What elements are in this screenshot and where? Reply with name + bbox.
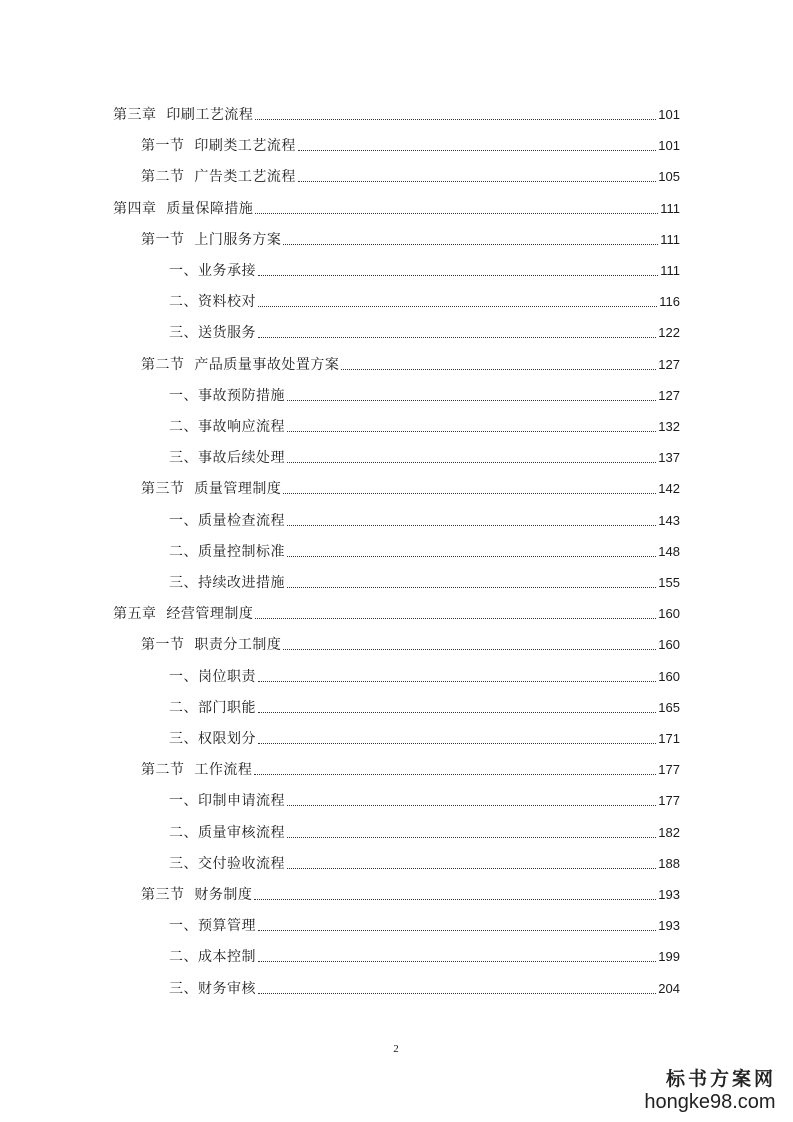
toc-entry-label: 二、事故响应流程 [169, 419, 285, 435]
toc-entry-page: 101 [658, 107, 680, 122]
toc-entry-label: 第二节 广告类工艺流程 [141, 169, 296, 186]
toc-entry-page: 182 [658, 824, 680, 840]
toc-entry-label: 二、部门职能 [169, 699, 256, 716]
toc-entry-page: 160 [658, 606, 680, 622]
toc-entry-label: 第三章 印刷工艺流程 [113, 107, 254, 123]
toc-entry-page: 143 [658, 512, 680, 528]
toc-entry-label: 第四章 质量保障措施 [113, 200, 254, 217]
toc-entry[interactable] [169, 974, 680, 998]
toc-dot-leader [255, 213, 658, 214]
toc-dot-leader [258, 712, 656, 713]
toc-entry-page: 148 [658, 543, 680, 559]
toc-entry[interactable] [141, 225, 680, 249]
toc-dot-leader [258, 993, 656, 994]
toc-entry[interactable] [169, 537, 680, 561]
toc-entry[interactable] [169, 568, 680, 592]
toc-dot-leader [254, 899, 656, 900]
toc-dot-leader [287, 556, 656, 557]
toc-entry[interactable] [169, 724, 680, 748]
toc-entry-page: 193 [658, 887, 680, 902]
toc-entry-label: 二、成本控制 [169, 949, 256, 966]
toc-dot-leader [254, 774, 656, 775]
toc-entry[interactable] [169, 318, 680, 342]
toc-entry[interactable] [169, 786, 680, 810]
toc-dot-leader [298, 181, 656, 182]
toc-entry-label: 三、送货服务 [169, 325, 256, 342]
toc-entry[interactable] [169, 287, 680, 311]
toc-entry-label: 一、业务承接 [169, 263, 256, 279]
toc-entry-label: 三、财务审核 [169, 980, 256, 997]
toc-entry-label: 三、权限划分 [169, 731, 256, 747]
toc-dot-leader [258, 275, 658, 276]
toc-entry[interactable] [169, 412, 680, 436]
toc-entry[interactable] [141, 755, 680, 779]
toc-entry[interactable] [169, 662, 680, 686]
toc-dot-leader [258, 930, 656, 931]
toc-dot-leader [287, 805, 656, 806]
toc-dot-leader [341, 369, 656, 370]
toc-entry[interactable] [169, 381, 680, 405]
toc-entry-label: 第一节 上门服务方案 [141, 231, 282, 248]
toc-entry[interactable] [113, 194, 680, 218]
toc-entry-page: 199 [658, 949, 680, 965]
toc-dot-leader [258, 337, 656, 338]
toc-entry-page: 171 [658, 731, 680, 746]
toc-entry-label: 第二节 工作流程 [141, 762, 253, 779]
toc-entry-page: 177 [658, 793, 680, 809]
toc-entry-page: 137 [658, 450, 680, 466]
toc-entry-page: 160 [658, 668, 680, 684]
toc-dot-leader [258, 961, 656, 962]
toc-dot-leader [255, 618, 656, 619]
toc-dot-leader [287, 837, 656, 838]
toc-entry-label: 第五章 经营管理制度 [113, 606, 254, 623]
toc-entry-page: 193 [658, 918, 680, 934]
toc-dot-leader [283, 244, 658, 245]
toc-entry[interactable] [169, 443, 680, 467]
watermark-title: 标书方案网 [665, 1068, 776, 1090]
toc-entry-page: 160 [658, 637, 680, 653]
toc-dot-leader [287, 400, 656, 401]
toc-entry-page: 132 [658, 419, 680, 434]
toc-entry-page: 127 [658, 356, 680, 372]
toc-entry-page: 177 [658, 762, 680, 778]
toc-entry-label: 一、印制申请流程 [169, 793, 285, 810]
toc-entry[interactable] [113, 599, 680, 623]
toc-entry-label: 第一节 印刷类工艺流程 [141, 138, 296, 155]
toc-entry-label: 第一节 职责分工制度 [141, 637, 282, 654]
toc-entry-label: 第三节 质量管理制度 [141, 481, 282, 498]
toc-entry[interactable] [169, 818, 680, 842]
toc-dot-leader [287, 431, 656, 432]
watermark-domain: hongke98.com [644, 1091, 776, 1113]
toc-entry[interactable] [141, 880, 680, 904]
toc-entry[interactable] [169, 693, 680, 717]
toc-entry[interactable] [169, 942, 680, 966]
toc-entry-page: 142 [658, 481, 680, 497]
site-watermark [644, 1068, 781, 1114]
toc-entry-label: 第二节 产品质量事故处置方案 [141, 356, 340, 373]
toc-entry-page: 111 [660, 231, 680, 247]
toc-entry-page: 116 [659, 294, 680, 310]
toc-entry-label: 一、事故预防措施 [169, 387, 285, 404]
toc-entry[interactable] [169, 256, 680, 280]
toc-entry-page: 105 [658, 169, 680, 185]
toc-entry[interactable] [141, 474, 680, 498]
toc-entry[interactable] [141, 350, 680, 374]
toc-dot-leader [287, 868, 656, 869]
toc-entry[interactable] [141, 131, 680, 155]
toc-dot-leader [298, 150, 656, 151]
toc-entry-label: 三、事故后续处理 [169, 450, 285, 467]
toc-entry-label: 三、持续改进措施 [169, 575, 285, 591]
toc-entry[interactable] [169, 849, 680, 873]
toc-entry-page: 122 [658, 325, 680, 341]
toc-entry-page: 165 [658, 699, 680, 715]
toc-entry-page: 127 [658, 387, 680, 403]
toc-entry-label: 二、质量控制标准 [169, 543, 285, 560]
toc-entry[interactable] [141, 630, 680, 654]
toc-entry-label: 三、交付验收流程 [169, 855, 285, 872]
toc-entry[interactable] [141, 162, 680, 186]
toc-entry-page: 111 [660, 200, 680, 216]
toc-entry-page: 155 [658, 575, 680, 590]
toc-entry-label: 二、质量审核流程 [169, 824, 285, 841]
toc-entry-page: 111 [660, 263, 680, 278]
toc-entry-page: 101 [658, 138, 680, 154]
toc-entry-label: 第三节 财务制度 [141, 887, 253, 903]
toc-entry[interactable] [169, 506, 680, 530]
toc-entry-label: 一、预算管理 [169, 918, 256, 935]
toc-entry-label: 一、岗位职责 [169, 668, 256, 685]
toc-dot-leader [255, 119, 656, 120]
toc-entry[interactable] [169, 911, 680, 935]
toc-dot-leader [258, 306, 657, 307]
toc-dot-leader [287, 525, 656, 526]
toc-dot-leader [287, 462, 656, 463]
page-number: 2 [393, 1043, 399, 1055]
toc-entry-label: 一、质量检查流程 [169, 512, 285, 529]
toc-dot-leader [287, 587, 656, 588]
toc-entry-page: 204 [658, 980, 680, 996]
toc-dot-leader [283, 493, 656, 494]
toc-entry[interactable] [113, 100, 680, 124]
toc-entry-label: 二、资料校对 [169, 294, 256, 311]
toc-dot-leader [283, 649, 656, 650]
toc-entry-page: 188 [658, 855, 680, 871]
toc-dot-leader [258, 743, 656, 744]
toc-dot-leader [258, 681, 656, 682]
